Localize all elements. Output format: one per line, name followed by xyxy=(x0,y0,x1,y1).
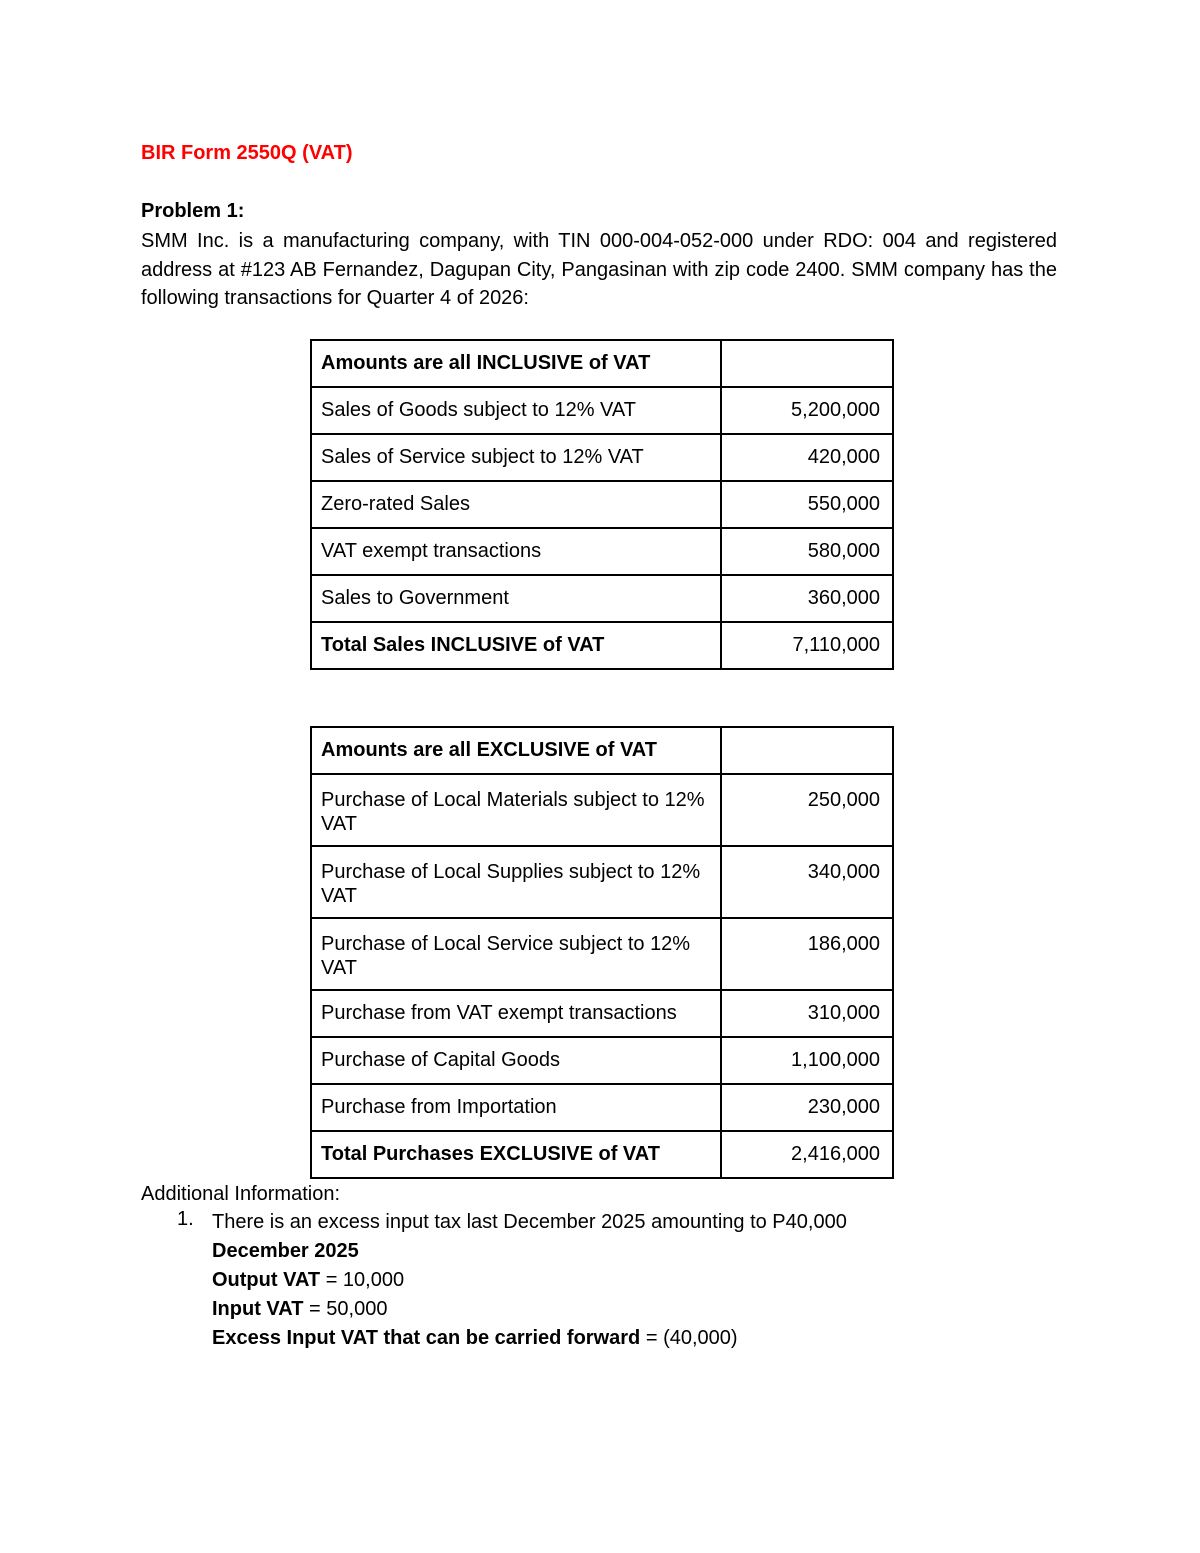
excess-input-vat-value: = (40,000) xyxy=(645,1327,738,1349)
table-row xyxy=(311,1037,893,1084)
table-row xyxy=(311,434,893,481)
purchases-header-label: Amounts are all EXCLUSIVE of VAT xyxy=(311,727,721,774)
purchases-header-amount xyxy=(721,727,893,774)
row-label: Zero-rated Sales xyxy=(311,481,721,528)
row-label: Purchase from VAT exempt transactions xyxy=(311,990,721,1037)
list-item xyxy=(212,1208,847,1353)
table-total-row xyxy=(311,622,893,669)
problem-description: SMM Inc. is a manufacturing company, with TIN 000-004-052-000 under RDO: 004 and registered address at #123 AB Fernandez, Dagupan City, Pangasinan with zip code 2400. SMM company has the following transactions for Quarter 4 of 2026: xyxy=(141,230,1057,309)
row-label: Purchase of Capital Goods xyxy=(311,1037,721,1084)
list-item-number: 1. xyxy=(177,1208,194,1230)
total-amount: 7,110,000 xyxy=(721,622,893,669)
row-amount: 186,000 xyxy=(721,918,893,990)
problem-heading: Problem 1: xyxy=(141,200,245,222)
input-vat-label: Input VAT xyxy=(212,1298,304,1320)
row-amount: 1,100,000 xyxy=(721,1037,893,1084)
row-amount: 360,000 xyxy=(721,575,893,622)
sales-header-label: Amounts are all INCLUSIVE of VAT xyxy=(311,340,721,387)
row-label: Purchase of Local Service subject to 12% VAT xyxy=(311,918,721,990)
row-label: VAT exempt transactions xyxy=(311,528,721,575)
row-amount: 5,200,000 xyxy=(721,387,893,434)
row-amount: 420,000 xyxy=(721,434,893,481)
row-label: Purchase from Importation xyxy=(311,1084,721,1131)
row-label: Sales to Government xyxy=(311,575,721,622)
table-row xyxy=(311,575,893,622)
sales-header-amount xyxy=(721,340,893,387)
row-amount: 250,000 xyxy=(721,774,893,846)
additional-info-heading: Additional Information: xyxy=(141,1183,341,1205)
output-vat-label: Output VAT xyxy=(212,1269,321,1291)
purchases-table xyxy=(310,726,894,1179)
table-row xyxy=(311,918,893,990)
row-label: Purchase of Local Materials subject to 12% VAT xyxy=(311,774,721,846)
table-row xyxy=(311,990,893,1037)
document-title: BIR Form 2550Q (VAT) xyxy=(141,142,353,164)
output-vat-value: = 10,000 xyxy=(325,1269,405,1291)
row-amount: 340,000 xyxy=(721,846,893,918)
output-vat-line xyxy=(212,1266,847,1295)
excess-input-vat-label: Excess Input VAT that can be carried forward xyxy=(212,1327,641,1349)
total-label: Total Sales INCLUSIVE of VAT xyxy=(311,622,721,669)
row-amount: 310,000 xyxy=(721,990,893,1037)
table-header-row xyxy=(311,340,893,387)
table-header-row xyxy=(311,727,893,774)
table-row xyxy=(311,528,893,575)
total-amount: 2,416,000 xyxy=(721,1131,893,1178)
table-total-row xyxy=(311,1131,893,1178)
row-amount: 230,000 xyxy=(721,1084,893,1131)
row-label: Sales of Service subject to 12% VAT xyxy=(311,434,721,481)
total-label: Total Purchases EXCLUSIVE of VAT xyxy=(311,1131,721,1178)
table-row xyxy=(311,1084,893,1131)
sales-table xyxy=(310,339,894,670)
period-label: December 2025 xyxy=(212,1240,359,1262)
row-label: Purchase of Local Supplies subject to 12% VAT xyxy=(311,846,721,918)
table-row xyxy=(311,481,893,528)
row-amount: 580,000 xyxy=(721,528,893,575)
input-vat-value: = 50,000 xyxy=(309,1298,388,1320)
list-item-text: There is an excess input tax last December 2025 amounting to P40,000 xyxy=(212,1211,847,1233)
row-amount: 550,000 xyxy=(721,481,893,528)
excess-input-vat-line xyxy=(212,1324,847,1353)
table-row xyxy=(311,387,893,434)
table-row xyxy=(311,774,893,846)
input-vat-line xyxy=(212,1295,847,1324)
row-label: Sales of Goods subject to 12% VAT xyxy=(311,387,721,434)
table-row xyxy=(311,846,893,918)
